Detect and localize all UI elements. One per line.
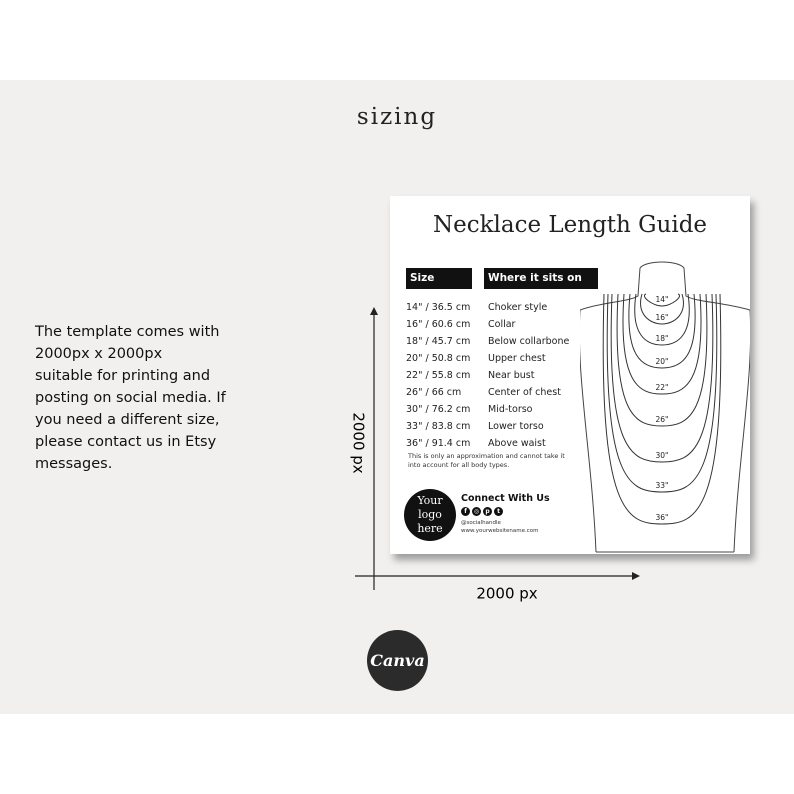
template-description: The template comes with 2000px x 2000px suitable for printing and posting on social media. If you need a different size, please contact us in Etsy messages.: [35, 324, 226, 472]
size-column: [406, 299, 486, 452]
instagram-icon[interactable]: ◎: [473, 508, 480, 515]
approximation-note: This is only an approximation and cannot take it into account for all body types.: [408, 452, 565, 469]
social-handle: @socialhandle: [461, 520, 501, 526]
size-cell: 36" / 91.4 cm: [406, 438, 471, 449]
logo-text-line: Your: [417, 494, 443, 507]
necklace-length-label: 16": [655, 313, 669, 322]
size-cell: 30" / 76.2 cm: [406, 404, 471, 415]
size-cell: 16" / 60.6 cm: [406, 319, 471, 330]
social-icons: [461, 507, 503, 516]
size-cell: 33" / 83.8 cm: [406, 421, 471, 432]
necklace-length-label: 14": [655, 295, 669, 304]
where-cell: Above waist: [488, 438, 546, 449]
necklace-guide-card: [390, 196, 750, 554]
logo-placeholder: [404, 489, 456, 541]
where-cell: Center of chest: [488, 387, 561, 398]
pinterest-icon[interactable]: p: [483, 507, 492, 516]
necklace-length-label: 30": [655, 451, 669, 460]
necklace-length-label: 33": [655, 481, 669, 490]
horizontal-arrowhead: [632, 572, 640, 580]
where-cell: Choker style: [488, 302, 548, 313]
where-cell: Upper chest: [488, 353, 546, 364]
necklace-length-label: 20": [655, 357, 669, 366]
logo-text-line: here: [417, 522, 443, 535]
necklace-length-label: 22": [655, 383, 669, 392]
necklace-length-label: 36": [655, 513, 669, 522]
size-cell: 22" / 55.8 cm: [406, 370, 471, 381]
where-cell: Near bust: [488, 370, 535, 381]
necklace-length-label: 26": [655, 415, 669, 424]
facebook-icon[interactable]: f: [461, 507, 470, 516]
where-column-header: Where it sits on: [484, 268, 598, 289]
guide-title: Necklace Length Guide: [432, 212, 708, 238]
height-dimension-label: 2000 px: [349, 412, 368, 474]
necklace-length-label: 18": [655, 334, 669, 343]
size-cell: 18" / 45.7 cm: [406, 336, 471, 347]
size-cell: 20" / 50.8 cm: [406, 353, 471, 364]
size-column-header: Size: [406, 268, 472, 289]
width-dimension-label: 2000 px: [476, 584, 538, 603]
mannequin-bust: [580, 256, 750, 554]
canva-logo: Canva: [367, 630, 428, 691]
website-url: www.yourwebsitename.com: [461, 528, 539, 534]
where-cell: Below collarbone: [488, 336, 570, 347]
size-cell: 26" / 66 cm: [406, 387, 462, 398]
where-cell: Collar: [488, 319, 516, 330]
necklace-labels: [656, 295, 669, 522]
twitter-icon[interactable]: t: [494, 507, 503, 516]
connect-title: Connect With Us: [461, 493, 550, 504]
page-heading: sizing: [356, 104, 438, 130]
logo-text-line: logo: [418, 508, 442, 521]
where-cell: Mid-torso: [488, 404, 533, 415]
vertical-arrowhead: [370, 307, 378, 315]
size-cell: 14" / 36.5 cm: [406, 302, 471, 313]
where-cell: Lower torso: [488, 421, 544, 432]
